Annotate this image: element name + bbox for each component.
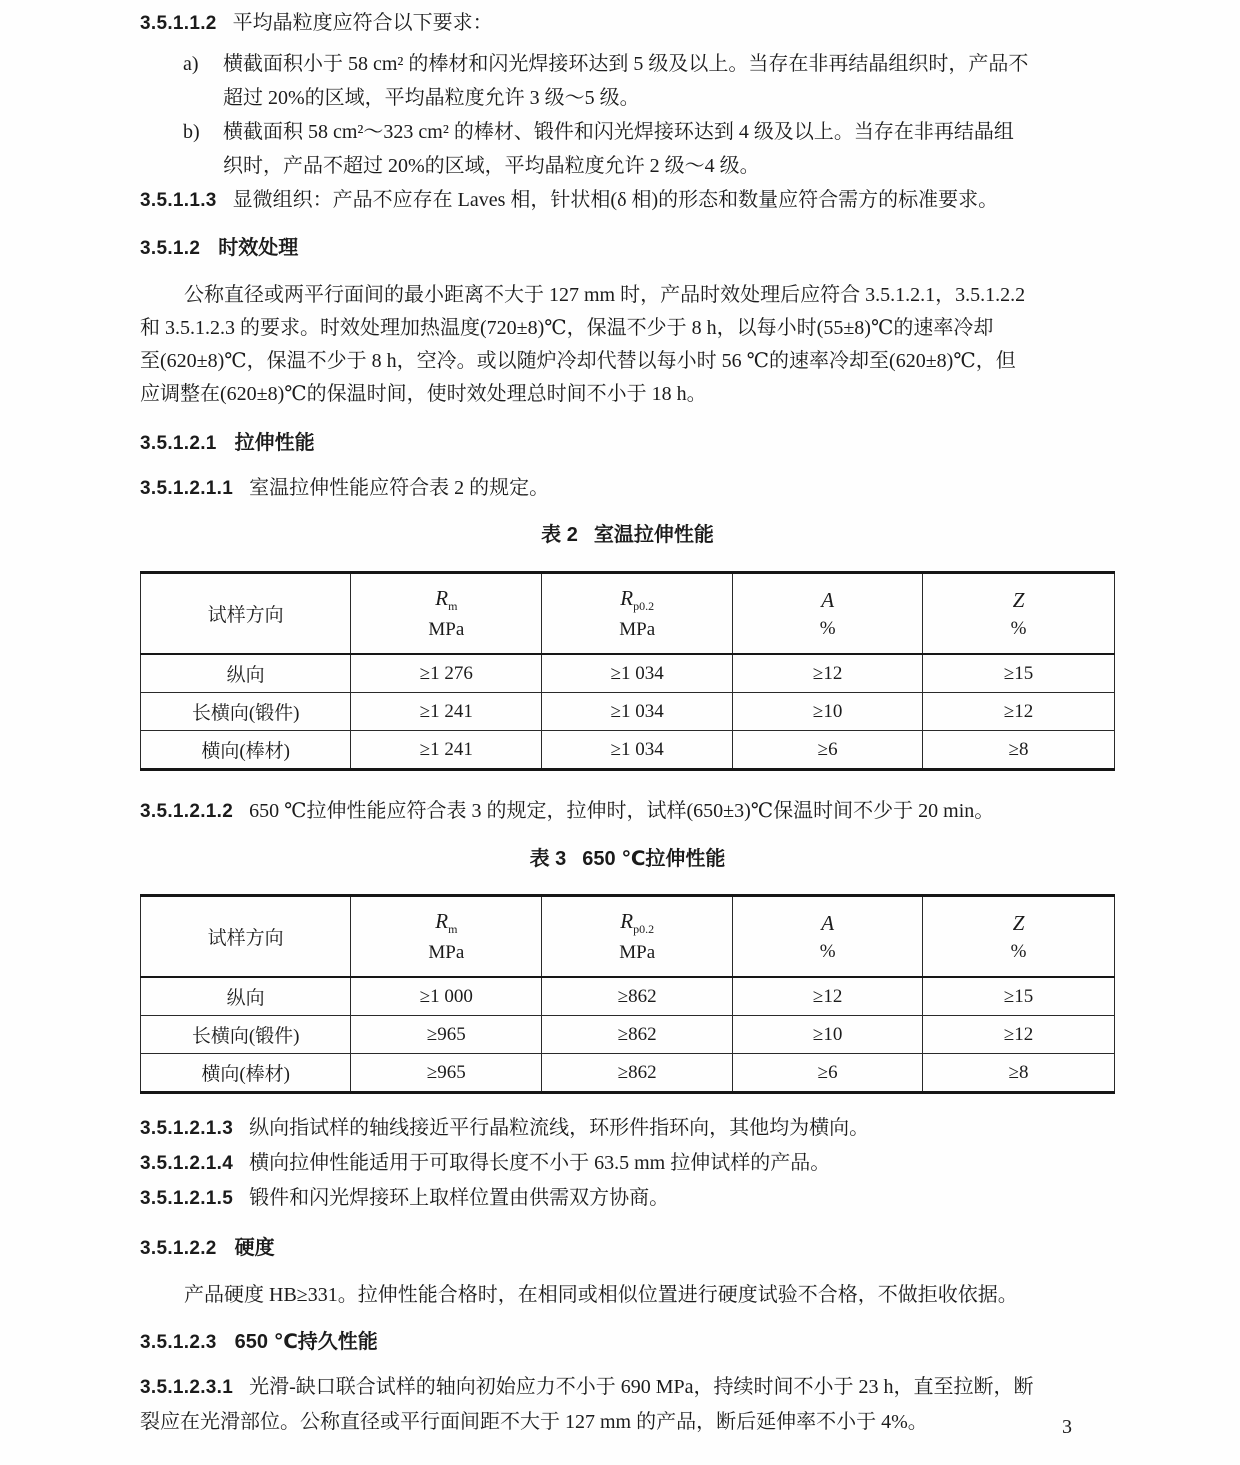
- list-item-a: [140, 47, 1115, 115]
- table3-header-row: [141, 896, 1115, 978]
- clause-text: 纵向指试样的轴线接近平行晶粒流线，环形件指环向，其他均为横向。: [249, 1117, 870, 1139]
- table2-col-z: Z %: [923, 573, 1115, 655]
- clause-number: 3.5.1.2.1.5: [140, 1188, 234, 1209]
- table3-col-direction: 试样方向: [141, 896, 351, 978]
- cell-rp02: ≥862: [542, 1016, 733, 1054]
- table3-col-z: Z %: [923, 896, 1115, 978]
- heading-3-5-1-2-2: [140, 1231, 1115, 1266]
- table-row: [141, 977, 1115, 1016]
- clause-3-5-1-1-3: [140, 183, 1115, 218]
- cell-rp02: ≥1 034: [542, 654, 733, 693]
- table3-col-a: A %: [733, 896, 923, 978]
- cell-direction: 纵向: [141, 654, 351, 693]
- cell-a: ≥12: [733, 977, 923, 1016]
- paragraph-aging-treatment: [140, 279, 1115, 411]
- table3-caption: [140, 842, 1115, 876]
- heading-title: 时效处理: [218, 237, 299, 259]
- clause-number: 3.5.1.1.3: [140, 190, 217, 211]
- cell-a: ≥6: [733, 731, 923, 770]
- heading-title: 拉伸性能: [234, 432, 315, 454]
- cell-rm: ≥965: [351, 1054, 542, 1093]
- table-row: [141, 693, 1115, 731]
- table3-caption-label: 表 3: [529, 848, 567, 870]
- clause-text: 平均晶粒度应符合以下要求：: [232, 12, 493, 34]
- clause-continuation-line: 裂应在光滑部位。公称直径或平行面间距不大于 127 mm 的产品，断后延伸率不小于 4%。: [140, 1411, 928, 1433]
- cell-z: ≥12: [923, 1016, 1115, 1054]
- clause-number: 3.5.1.2.1.4: [140, 1153, 234, 1174]
- cell-rp02: ≥862: [542, 1054, 733, 1093]
- paragraph-line: 产品硬度 HB≥331。拉伸性能合格时，在相同或相似位置进行硬度试验不合格，不做拒收依据。: [184, 1284, 1018, 1306]
- cell-direction: 横向(棒材): [141, 731, 351, 770]
- clause-number: 3.5.1.1.2: [140, 13, 217, 34]
- cell-a: ≥6: [733, 1054, 923, 1093]
- cell-a: ≥10: [733, 693, 923, 731]
- heading-3-5-1-2-1: [140, 426, 1115, 461]
- heading-number: 3.5.1.2: [140, 238, 201, 259]
- heading-number: 3.5.1.2.3: [140, 1332, 217, 1353]
- clause-3-5-1-1-2: [140, 6, 1115, 41]
- table2-caption-label: 表 2: [541, 524, 578, 546]
- clause-3-5-1-2-1-2: [140, 794, 1115, 829]
- table3-650c-tensile: [140, 894, 1115, 1094]
- paragraph-line: 和 3.5.1.2.3 的要求。时效处理加热温度(720±8)℃，保温不少于 8 h，以每小时(55±8)℃的速率冷却: [140, 317, 994, 339]
- clause-3-5-1-2-1-5: [140, 1181, 1115, 1216]
- clause-text: 横向拉伸性能适用于可取得长度不小于 63.5 mm 拉伸试样的产品。: [249, 1152, 831, 1174]
- table2-col-direction: 试样方向: [141, 573, 351, 655]
- list-item-text: [223, 115, 1115, 183]
- table2-caption: [140, 518, 1115, 552]
- cell-rp02: ≥862: [542, 977, 733, 1016]
- table2-room-temperature-tensile: [140, 571, 1115, 771]
- clause-number: 3.5.1.2.1.3: [140, 1118, 234, 1139]
- clause-3-5-1-2-1-1: [140, 471, 1115, 506]
- list-item-text: [223, 47, 1115, 115]
- text-line: 横截面积 58 cm²～323 cm² 的棒材、锻件和闪光焊接环达到 4 级及以上。当存在非再结晶组: [223, 121, 1014, 143]
- clause-text: 锻件和闪光焊接环上取样位置由供需双方协商。: [249, 1187, 670, 1209]
- clause-text: 显微组织：产品不应存在 Laves 相，针状相(δ 相)的形态和数量应符合需方的标准要求。: [232, 189, 999, 211]
- cell-direction: 长横向(锻件): [141, 1016, 351, 1054]
- paragraph-line: 至(620±8)℃，保温不少于 8 h，空冷。或以随炉冷却代替以每小时 56 ℃的速率冷却至(620±8)℃，但: [140, 350, 1016, 372]
- cell-rm: ≥1 000: [351, 977, 542, 1016]
- table3-col-rp02: $R_{p0.2}$ MPa: [542, 896, 733, 978]
- table2-caption-text: 室温拉伸性能: [593, 524, 714, 546]
- cell-rp02: ≥1 034: [542, 693, 733, 731]
- page-number: 3: [1062, 1416, 1072, 1438]
- list-item-b: [140, 115, 1115, 183]
- cell-rm: ≥965: [351, 1016, 542, 1054]
- heading-title: 硬度: [234, 1237, 275, 1259]
- paragraph-line: 公称直径或两平行面间的最小距离不大于 127 mm 时，产品时效处理后应符合 3.5.1.2.1，3.5.1.2.2: [184, 284, 1026, 306]
- table3-caption-text: 650 ℃拉伸性能: [582, 848, 726, 870]
- clause-3-5-1-2-1-4: [140, 1146, 1115, 1181]
- clause-3-5-1-2-1-3: [140, 1111, 1115, 1146]
- table2-col-rm: $R_m$ MPa: [351, 573, 542, 655]
- table-row: [141, 1016, 1115, 1054]
- text-line: 超过 20%的区域，平均晶粒度允许 3 级～5 级。: [223, 87, 640, 109]
- list-marker: a): [183, 53, 199, 75]
- table3-col-rm: $R_m$ MPa: [351, 896, 542, 978]
- table-row: [141, 731, 1115, 770]
- clause-number: 3.5.1.2.3.1: [140, 1377, 234, 1398]
- text-line: 织时，产品不超过 20%的区域，平均晶粒度允许 2 级～4 级。: [223, 155, 760, 177]
- paragraph-hardness: [140, 1279, 1115, 1312]
- list-marker: b): [183, 121, 200, 143]
- clause-number: 3.5.1.2.1.2: [140, 801, 234, 822]
- table-row: [141, 654, 1115, 693]
- heading-number: 3.5.1.2.2: [140, 1238, 217, 1259]
- cell-a: ≥12: [733, 654, 923, 693]
- cell-direction: 横向(棒材): [141, 1054, 351, 1093]
- cell-a: ≥10: [733, 1016, 923, 1054]
- cell-z: ≥15: [923, 654, 1115, 693]
- heading-title: 650 ℃持久性能: [234, 1331, 378, 1353]
- cell-rp02: ≥1 034: [542, 731, 733, 770]
- cell-z: ≥8: [923, 731, 1115, 770]
- heading-3-5-1-2-3: [140, 1325, 1115, 1360]
- cell-rm: ≥1 241: [351, 693, 542, 731]
- cell-rm: ≥1 276: [351, 654, 542, 693]
- clause-3-5-1-2-3-1: [140, 1370, 1115, 1439]
- table2-col-a: A %: [733, 573, 923, 655]
- heading-number: 3.5.1.2.1: [140, 433, 217, 454]
- heading-3-5-1-2: [140, 231, 1115, 266]
- cell-z: ≥12: [923, 693, 1115, 731]
- paragraph-line: 应调整在(620±8)℃的保温时间，使时效处理总时间不小于 18 h。: [140, 383, 707, 405]
- clause-text: 光滑-缺口联合试样的轴向初始应力不小于 690 MPa，持续时间不小于 23 h，直至拉断，断: [249, 1376, 1034, 1398]
- cell-direction: 纵向: [141, 977, 351, 1016]
- table2-col-rp02: $R_{p0.2}$ MPa: [542, 573, 733, 655]
- cell-z: ≥15: [923, 977, 1115, 1016]
- clause-text: 650 ℃拉伸性能应符合表 3 的规定，拉伸时，试样(650±3)℃保温时间不少于 20 min。: [249, 800, 995, 822]
- clause-first-line: [140, 1370, 1115, 1405]
- clause-text: 室温拉伸性能应符合表 2 的规定。: [249, 477, 550, 499]
- table2-header-row: [141, 573, 1115, 655]
- table-row: [141, 1054, 1115, 1093]
- cell-direction: 长横向(锻件): [141, 693, 351, 731]
- text-line: 横截面积小于 58 cm² 的棒材和闪光焊接环达到 5 级及以上。当存在非再结晶组织时，产品不: [223, 53, 1029, 75]
- clause-number: 3.5.1.2.1.1: [140, 478, 234, 499]
- cell-rm: ≥1 241: [351, 731, 542, 770]
- cell-z: ≥8: [923, 1054, 1115, 1093]
